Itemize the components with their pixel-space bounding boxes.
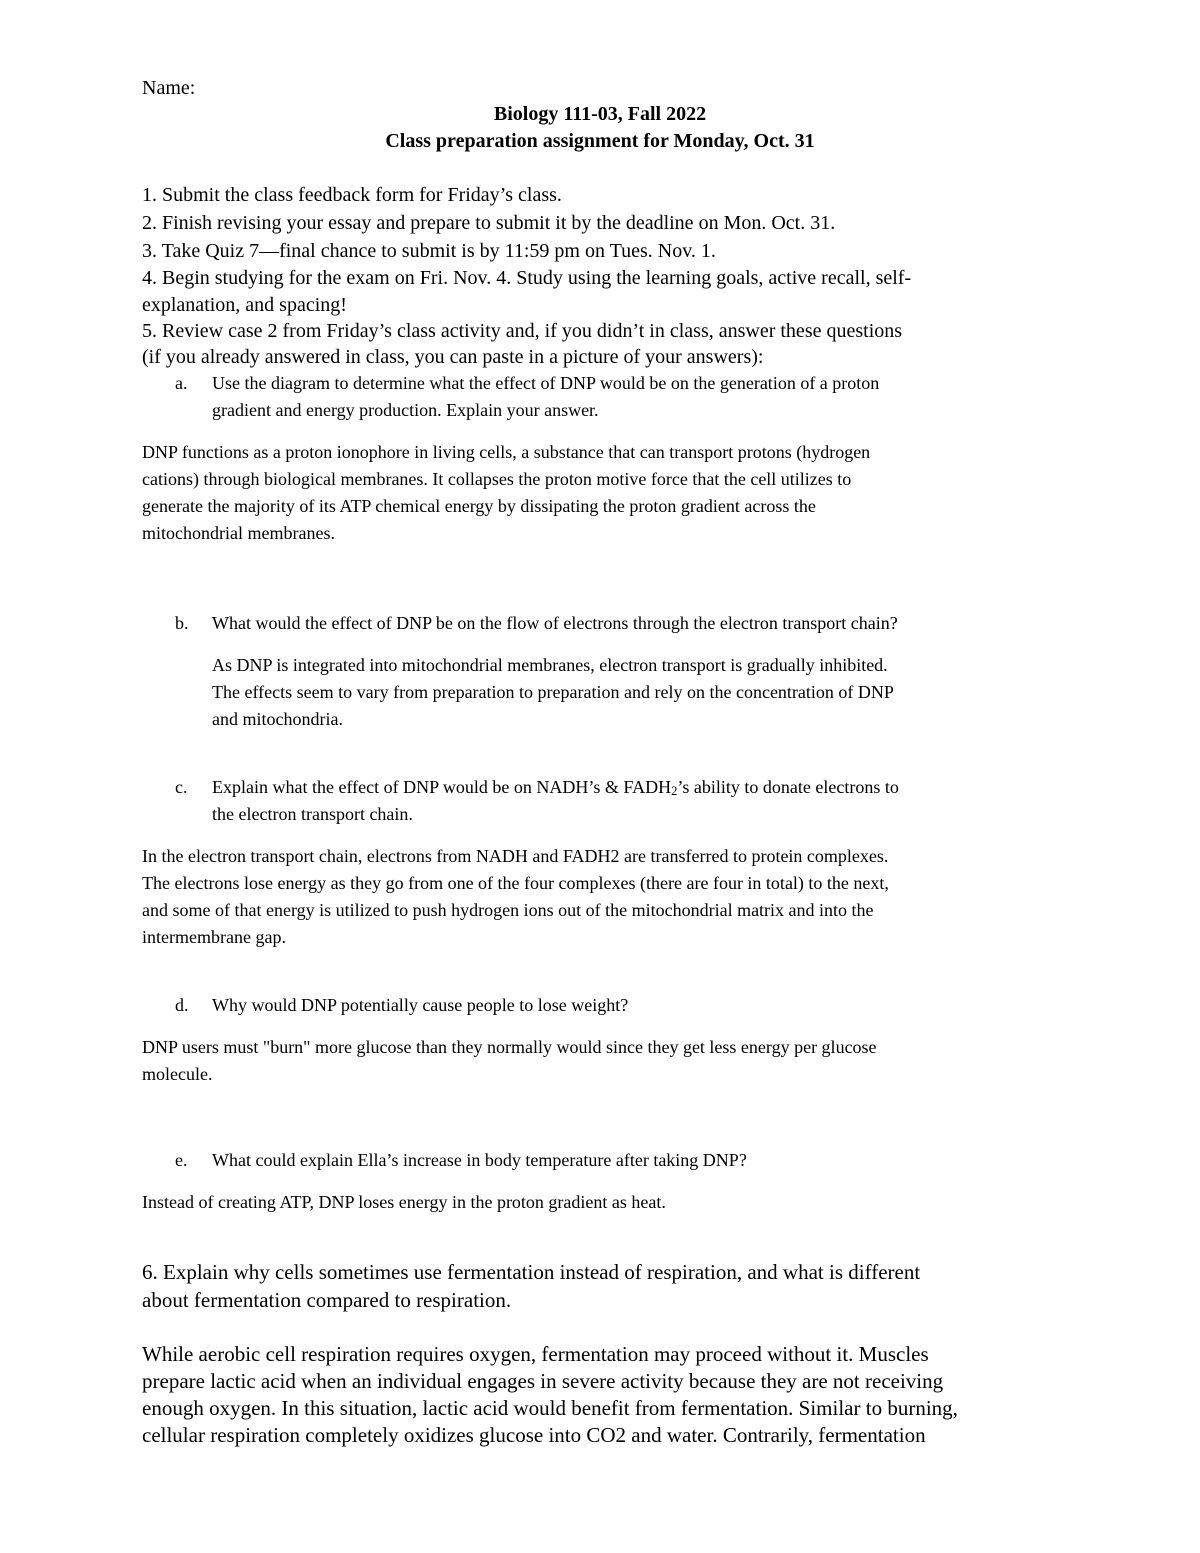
course-title: Biology 111-03, Fall 2022 (493, 103, 707, 125)
question-c-text (212, 778, 899, 797)
answer-6-line: prepare lactic acid when an individual engages in severe activity because they are not receiving (142, 1369, 944, 1393)
question-d-text: Why would DNP potentially cause people to lose weight? (212, 995, 629, 1015)
task-item: 1. Submit the class feedback form for Friday’s class. (142, 184, 562, 206)
question-d-label: d. (175, 995, 189, 1015)
task-item: 3. Take Quiz 7—final chance to submit is by 11:59 pm on Tues. Nov. 1. (142, 240, 716, 262)
answer-d-line: molecule. (142, 1064, 213, 1084)
answer-a-line: mitochondrial membranes. (142, 523, 335, 543)
task-item: explanation, and spacing! (142, 294, 347, 316)
question-e-text: What could explain Ella’s increase in body temperature after taking DNP? (212, 1150, 747, 1170)
question-a-text: gradient and energy production. Explain your answer. (212, 400, 599, 420)
question-b-label: b. (175, 613, 189, 633)
answer-c-line: and some of that energy is utilized to push hydrogen ions out of the mitochondrial matrix and into the (142, 900, 874, 920)
task-item: (if you already answered in class, you can paste in a picture of your answers): (142, 346, 764, 368)
question-6-text: about fermentation compared to respiration. (142, 1288, 512, 1312)
answer-6-line: cellular respiration completely oxidizes glucose into CO2 and water. Contrarily, fermentation (142, 1423, 926, 1447)
task-item: 5. Review case 2 from Friday’s class activity and, if you didn’t in class, answer these questions (142, 320, 903, 342)
question-c-text-post: ’s ability to donate electrons to (677, 777, 899, 797)
question-c-label: c. (175, 777, 188, 797)
question-e-label: e. (175, 1150, 188, 1170)
task-item: 2. Finish revising your essay and prepare to submit it by the deadline on Mon. Oct. 31. (142, 212, 836, 234)
question-c-text: the electron transport chain. (212, 804, 413, 824)
answer-a-line: cations) through biological membranes. It collapses the proton motive force that the cell utilizes to (142, 469, 852, 489)
name-label: Name: (142, 77, 196, 99)
answer-d-line: DNP users must "burn" more glucose than they normally would since they get less energy per glucose (142, 1037, 877, 1057)
question-c-text-pre: Explain what the effect of DNP would be on NADH’s & FADH (212, 777, 672, 797)
task-item: 4. Begin studying for the exam on Fri. Nov. 4. Study using the learning goals, active recall, self- (142, 267, 912, 289)
question-a-label: a. (175, 373, 188, 393)
answer-b-line: As DNP is integrated into mitochondrial membranes, electron transport is gradually inhibited. (212, 655, 888, 675)
answer-b-line: and mitochondria. (212, 709, 343, 729)
answer-b-line: The effects seem to vary from preparation to preparation and rely on the concentration of DNP (212, 682, 894, 702)
fadh-subscript: 2 (671, 783, 678, 798)
answer-6-line: While aerobic cell respiration requires oxygen, fermentation may proceed without it. Muscles (142, 1342, 929, 1366)
question-6-text: 6. Explain why cells sometimes use fermentation instead of respiration, and what is different (142, 1260, 921, 1284)
answer-c-line: The electrons lose energy as they go from one of the four complexes (there are four in total) to the next, (142, 873, 889, 893)
question-a-text: Use the diagram to determine what the effect of DNP would be on the generation of a proton (212, 373, 880, 393)
answer-c-line: In the electron transport chain, electrons from NADH and FADH2 are transferred to protein complexes. (142, 846, 889, 866)
answer-e-line: Instead of creating ATP, DNP loses energy in the proton gradient as heat. (142, 1192, 666, 1212)
answer-6-line: enough oxygen. In this situation, lactic acid would benefit from fermentation. Similar to burning, (142, 1396, 958, 1420)
assignment-title: Class preparation assignment for Monday, Oct. 31 (385, 130, 815, 152)
answer-a-line: DNP functions as a proton ionophore in living cells, a substance that can transport protons (hydrogen (142, 442, 871, 462)
answer-c-line: intermembrane gap. (142, 927, 286, 947)
answer-a-line: generate the majority of its ATP chemical energy by dissipating the proton gradient across the (142, 496, 816, 516)
question-b-text: What would the effect of DNP be on the flow of electrons through the electron transport chain? (212, 613, 898, 633)
